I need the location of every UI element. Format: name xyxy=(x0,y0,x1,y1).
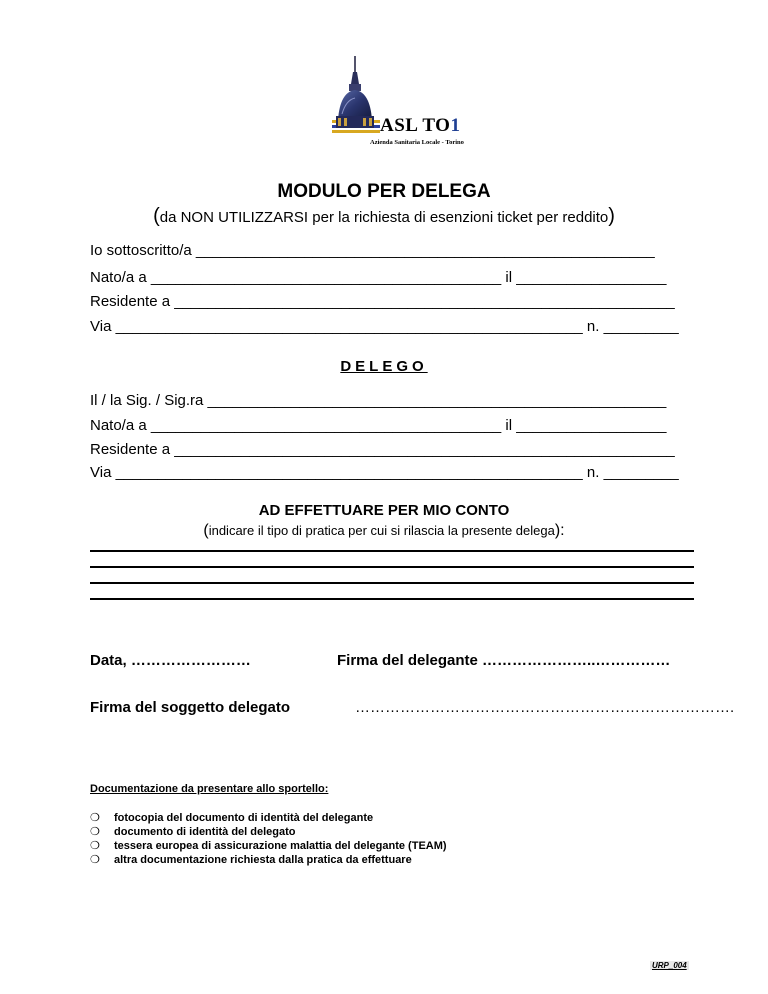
doc-list-item: ❍ altra documentazione richiesta dalla pratica da effettuare xyxy=(90,853,412,866)
doc-list-item: ❍ fotocopia del documento di identità del delegante xyxy=(90,811,374,824)
page-title: MODULO PER DELEGA xyxy=(277,181,491,202)
docs-heading: Documentazione da presentare allo sportello: xyxy=(90,783,329,795)
delegato-address-line: Via ________________________________________________________ n. _________ xyxy=(90,464,679,481)
delegante-name-line: Io sottoscritto/a _______________________________________________________ xyxy=(90,242,655,259)
delegato-birth-line: Nato/a a __________________________________________ il __________________ xyxy=(90,417,667,434)
delegato-residence-line: Residente a ____________________________________________________________ xyxy=(90,441,675,458)
doc-list-item: ❍ tessera europea di assicurazione malattia del delegante (TEAM) xyxy=(90,839,447,852)
logo-name: ASL TO1 xyxy=(380,115,461,136)
logo-subtitle: Azienda Sanitaria Locale - Torino xyxy=(370,139,464,146)
pratica-blank-line xyxy=(90,566,694,568)
document-code: URP_004 xyxy=(652,961,687,970)
delego-heading: DELEGO xyxy=(340,358,428,375)
page-subtitle: (da NON UTILIZZARSI per la richiesta di esenzioni ticket per reddito) xyxy=(153,205,615,227)
pratica-blank-line xyxy=(90,598,694,600)
pratica-instructions: (indicare il tipo di pratica per cui si rilascia la presente delega): xyxy=(203,522,565,539)
circle-bullet-icon: ❍ xyxy=(90,811,100,824)
delegato-name-line: Il / la Sig. / Sig.ra _______________________________________________________ xyxy=(90,392,667,409)
delegante-birth-line: Nato/a a __________________________________________ il __________________ xyxy=(90,269,667,286)
firma-delegato-label: Firma del soggetto delegato xyxy=(90,699,291,716)
circle-bullet-icon: ❍ xyxy=(90,839,100,852)
doc-list-item: ❍ documento di identità del delegato xyxy=(90,825,296,838)
firma-delegato-line: …………………………………………………………………. xyxy=(355,699,735,716)
delegante-address-line: Via ________________________________________________________ n. _________ xyxy=(90,318,679,335)
pratica-blank-line xyxy=(90,582,694,584)
circle-bullet-icon: ❍ xyxy=(90,853,100,866)
pratica-blank-line xyxy=(90,550,694,552)
data-field: Data, …………………… xyxy=(90,652,251,669)
pratica-heading: AD EFFETTUARE PER MIO CONTO xyxy=(258,502,510,519)
delegante-residence-line: Residente a ____________________________________________________________ xyxy=(90,293,675,310)
circle-bullet-icon: ❍ xyxy=(90,825,100,838)
firma-delegante-field: Firma del delegante …………………..…………… xyxy=(337,652,671,669)
